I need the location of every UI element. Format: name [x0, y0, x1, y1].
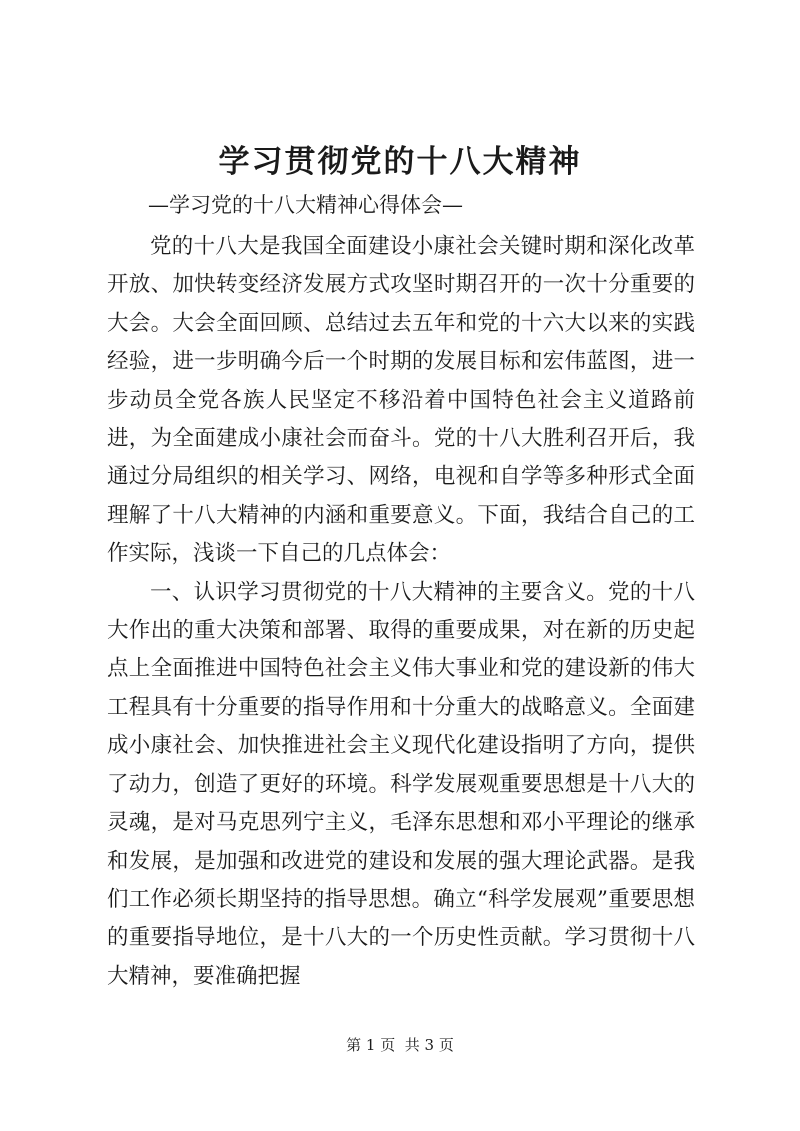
document-subtitle: —学习党的十八大精神心得体会—	[148, 193, 463, 217]
document-title: 学习贯彻党的十八大精神	[218, 144, 582, 180]
paragraph-2: 一、认识学习贯彻党的十八大精神的主要含义。党的十八大作出的重大决策和部署、取得的重要成果，对在新的历史起点上全面推进中国特色社会主义伟大事业和党的建设新的伟大工程具有十分重要的指导作用和十分重大的战略意义。全面建成小康社会、加快推进社会主义现代化建设指明了方向，提供了动力，创造了更好的环境。科学发展观重要思想是十八大的灵魂，是对马克思列宁主义，毛泽东思想和邓小平理论的继承和发展，是加强和改进党的建设和发展的强大理论武器。是我们工作必须长期坚持的指导思想。确立“科学发展观”重要思想的重要指导地位，是十八大的一个历史性贡献。学习贯彻十八大精神，要准确把握	[107, 579, 695, 989]
document-body	[107, 228, 695, 996]
paragraph-1: 党的十八大是我国全面建设小康社会关键时期和深化改革开放、加快转变经济发展方式攻坚时期召开的一次十分重要的大会。大会全面回顾、总结过去五年和党的十六大以来的实践经验，进一步明确今后一个时期的发展目标和宏伟蓝图，进一步动员全党各族人民坚定不移沿着中国特色社会主义道路前进，为全面建成小康社会而奋斗。党的十八大胜利召开后，我通过分局组织的相关学习、网络，电视和自学等多种形式全面理解了十八大精神的内涵和重要意义。下面，我结合自己的工作实际，浅谈一下自己的几点体会：	[107, 234, 695, 567]
page-footer: 第 1 页 共 3 页	[346, 1036, 454, 1054]
